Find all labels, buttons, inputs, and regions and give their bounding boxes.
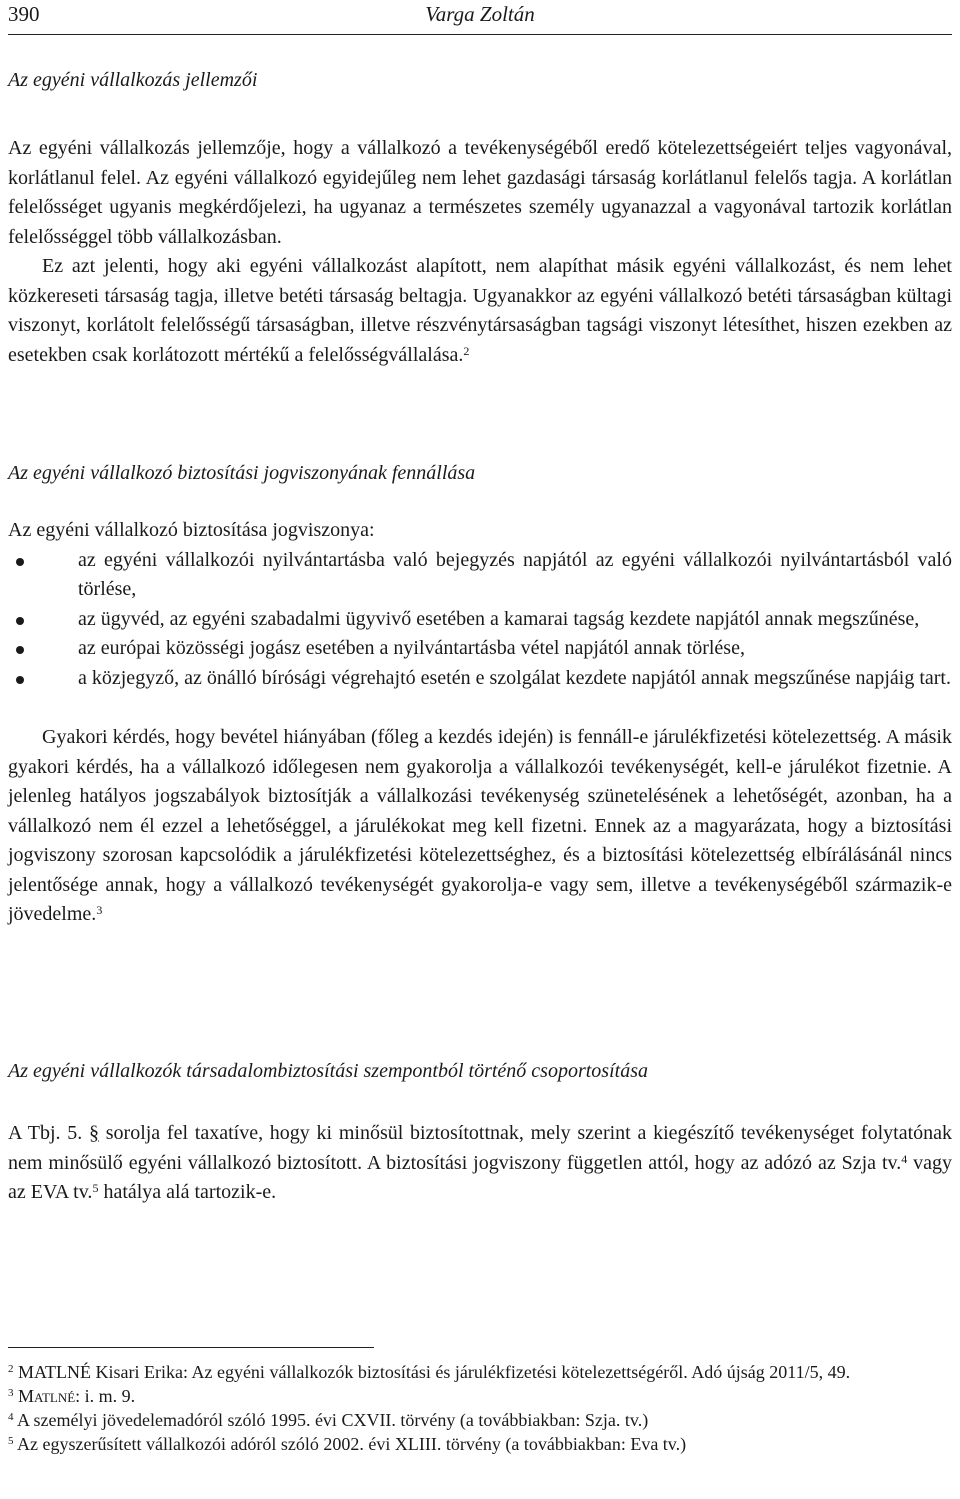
paragraph-text: Gyakori kérdés, hogy bevétel hiányában (főleg a kezdés idején) is fennáll-e járulékfizetési kötelezettség. A másik gyakori kérdés, ha a vállalkozó időlegesen nem gyakorolja a vállalkozói tevékenységét, kell-e járulékot fizetnie. A jelenleg hatályos jogszabályok biztosítják a vállalkozási tevékenység szünetelésének a lehetőségét, azonban, ha a vállalkozó nem él ezzel a lehetőséggel, a járulékokat meg kell fizetni. Ennek az a magyarázata, hogy a biztosítási jogviszony szorosan kapcsolódik a járulékfizetési kötelezettséghez, és a biztosítási kötelezettség elbírálásánál nincs jelentősége annak, hogy a vállalkozó tevékenységét gyakorolja-e vagy sem, illetve a tevékenységéből származik-e jövedelme.	[8, 726, 952, 925]
bullet-icon	[16, 558, 24, 566]
list-item: az ügyvéd, az egyéni szabadalmi ügyvivő esetében a kamarai tagság kezdete napjától annak megszűnése,	[8, 605, 952, 635]
footnote-item: $^5$ Az egyszerűsített vállalkozói adóról szóló 2002. évi XLIII. törvény (a továbbiakban: Eva tv.)	[8, 1434, 687, 1454]
footnote-number: 2	[8, 1363, 14, 1375]
section-heading-grouping: Az egyéni vállalkozók társadalombiztosítási szempontból történő csoportosítása	[8, 1060, 648, 1082]
footnote-item: $^3$ Matlné: i. m. 9.	[8, 1386, 136, 1406]
footnote-ref[interactable]: 3	[96, 903, 103, 917]
section-sign-link[interactable]: §	[89, 1122, 99, 1144]
running-header	[8, 0, 952, 35]
footnote-item: $^4$ A személyi jövedelemadóról szóló 1995. évi CXVII. törvény (a továbbiakban: Szja. tv.)	[8, 1410, 649, 1430]
list-item: a közjegyző, az önálló bírósági végrehajtó esetén e szolgálat kezdete napjától annak megszűnése napjáig tart.	[8, 664, 952, 694]
footnotes	[8, 1360, 952, 1456]
paragraph-text: Az egyéni vállalkozás jellemzője, hogy a vállalkozó a tevékenységéből eredő kötelezettségeiért teljes vagyonával, korlátlanul felel. Az egyéni vállalkozó egyidejűleg nem lehet gazdasági társaság korlátlanul felelős tagja. A korlátlan felelősséget ugyanis megkérdőjelezi, ha ugyanaz a természetes személy ugyanazzal a vagyonával tartozik korlátlan felelősséggel több vállalkozásban.	[8, 137, 952, 248]
footnote-separator	[8, 1347, 374, 1348]
footnote-ref[interactable]: 5	[92, 1181, 99, 1195]
bullet-icon	[16, 646, 24, 654]
footnote-number: 4	[8, 1411, 14, 1423]
paragraph-text: Ez azt jelenti, hogy aki egyéni vállalkozást alapított, nem alapíthat másik egyéni vállalkozást, és nem lehet közkereseti társaság tagja, illetve betéti társaság beltagja. Ugyanakkor az egyéni vállalkozó betéti társaságban kültagi viszonyt, korlátolt felelősségű társaságban, illetve részvénytársaságban tagsági viszonyt létesíthet, hiszen ezekben az esetekben csak korlátozott mértékű a felelősségvállalása.	[8, 255, 952, 366]
footnote-ref[interactable]: 2	[463, 343, 470, 358]
footnote-ref[interactable]: 4	[901, 1151, 908, 1166]
section-body-characteristics	[8, 134, 952, 370]
footnote-item: $^2$ MATLNÉ Kisari Erika: Az egyéni vállalkozók biztosítási és járulékfizetési kötelezettségéről. Adó újság 2011/5, 49.	[8, 1362, 851, 1382]
section-body-grouping	[8, 1119, 952, 1208]
paragraph	[8, 723, 952, 930]
list-item: az egyéni vállalkozói nyilvántartásba való bejegyzés napjától az egyéni vállalkozói nyilvántartásból való törlése,	[8, 546, 952, 605]
list-item: az európai közösségi jogász esetében a nyilvántartásba vétel napjától annak törlése,	[8, 634, 952, 664]
page-number: 390	[8, 2, 40, 26]
running-header-author: Varga Zoltán	[425, 2, 535, 26]
section-body-insurance	[8, 516, 952, 930]
bullet-list	[8, 546, 952, 694]
list-intro: Az egyéni vállalkozó biztosítása jogviszonya:	[8, 519, 375, 541]
paragraph	[8, 252, 952, 370]
bullet-icon	[16, 676, 24, 684]
paragraph	[8, 134, 952, 252]
bullet-icon	[16, 617, 24, 625]
section-heading-insurance: Az egyéni vállalkozó biztosítási jogviszonyának fennállása	[8, 462, 476, 484]
footnote-number: 5	[8, 1435, 14, 1447]
paragraph: A Tbj. 5. § sorolja fel taxatíve, hogy ki minősül biztosítottnak, mely szerint a kiegészítő tevékenységet folytatónak nem minősülő egyéni vállalkozó biztosított. A biztosítási jogviszony független attól, hogy az adózó az Szja tv.$^4$ vagy az EVA tv.$^5$ hatálya alá tartozik-e.	[8, 1122, 953, 1203]
footnote-number: 3	[8, 1387, 14, 1399]
section-heading-characteristics: Az egyéni vállalkozás jellemzői	[8, 69, 258, 91]
